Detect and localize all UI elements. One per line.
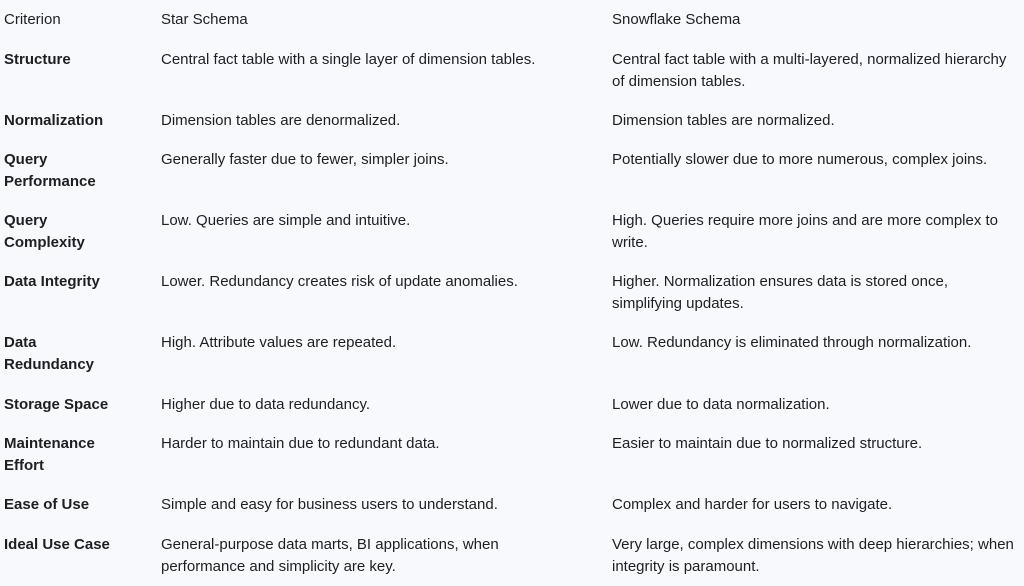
row-criterion: Ideal Use Case [4, 536, 110, 553]
table-row [0, 394, 1024, 416]
table-row [0, 433, 1024, 477]
row-snowflake-value: Lower due to data normalization. [612, 396, 830, 413]
row-snowflake-value: Dimension tables are normalized. [612, 112, 835, 129]
row-criterion: Query Complexity [4, 212, 85, 251]
row-criterion: Data Integrity [4, 273, 100, 290]
table-row [0, 110, 1024, 132]
row-star-value: Generally faster due to fewer, simpler joins. [161, 151, 449, 168]
row-snowflake-value: Higher. Normalization ensures data is stored once, simplifying updates. [612, 273, 949, 312]
row-criterion: Query Performance [4, 151, 96, 190]
row-star-value: Higher due to data redundancy. [161, 396, 371, 413]
row-snowflake-value: Very large, complex dimensions with deep hierarchies; when integrity is paramount. [612, 536, 1014, 575]
row-star-value: High. Attribute values are repeated. [161, 334, 397, 351]
row-star-value: Harder to maintain due to redundant data. [161, 435, 440, 452]
table-row [0, 149, 1024, 193]
header-star-schema: Star Schema [161, 11, 248, 28]
table-row [0, 332, 1024, 376]
row-star-value: Dimension tables are denormalized. [161, 112, 401, 129]
table-row [0, 494, 1024, 516]
row-snowflake-value: Easier to maintain due to normalized structure. [612, 435, 923, 452]
row-criterion: Structure [4, 51, 71, 68]
row-star-value: Central fact table with a single layer of dimension tables. [161, 51, 536, 68]
table-row [0, 271, 1024, 315]
row-criterion: Maintenance Effort [4, 435, 95, 474]
table-row [0, 210, 1024, 254]
table-header-row [0, 9, 1024, 31]
row-criterion: Data Redundancy [4, 334, 95, 373]
row-criterion: Normalization [4, 112, 104, 129]
table-row [0, 534, 1024, 578]
row-star-value: Simple and easy for business users to understand. [161, 496, 498, 513]
row-snowflake-value: Complex and harder for users to navigate. [612, 496, 893, 513]
row-star-value: Lower. Redundancy creates risk of update anomalies. [161, 273, 518, 290]
row-criterion: Storage Space [4, 396, 109, 413]
row-criterion: Ease of Use [4, 496, 90, 513]
row-snowflake-value: Potentially slower due to more numerous, complex joins. [612, 151, 988, 168]
row-snowflake-value: High. Queries require more joins and are more complex to write. [612, 212, 999, 251]
row-snowflake-value: Central fact table with a multi-layered, normalized hierarchy of dimension tables. [612, 51, 1007, 90]
row-snowflake-value: Low. Redundancy is eliminated through normalization. [612, 334, 972, 351]
row-star-value: General-purpose data marts, BI applications, when performance and simplicity are key. [161, 536, 499, 575]
header-criterion: Criterion [4, 11, 61, 28]
header-snowflake-schema: Snowflake Schema [612, 11, 741, 28]
row-star-value: Low. Queries are simple and intuitive. [161, 212, 411, 229]
table-row [0, 49, 1024, 93]
